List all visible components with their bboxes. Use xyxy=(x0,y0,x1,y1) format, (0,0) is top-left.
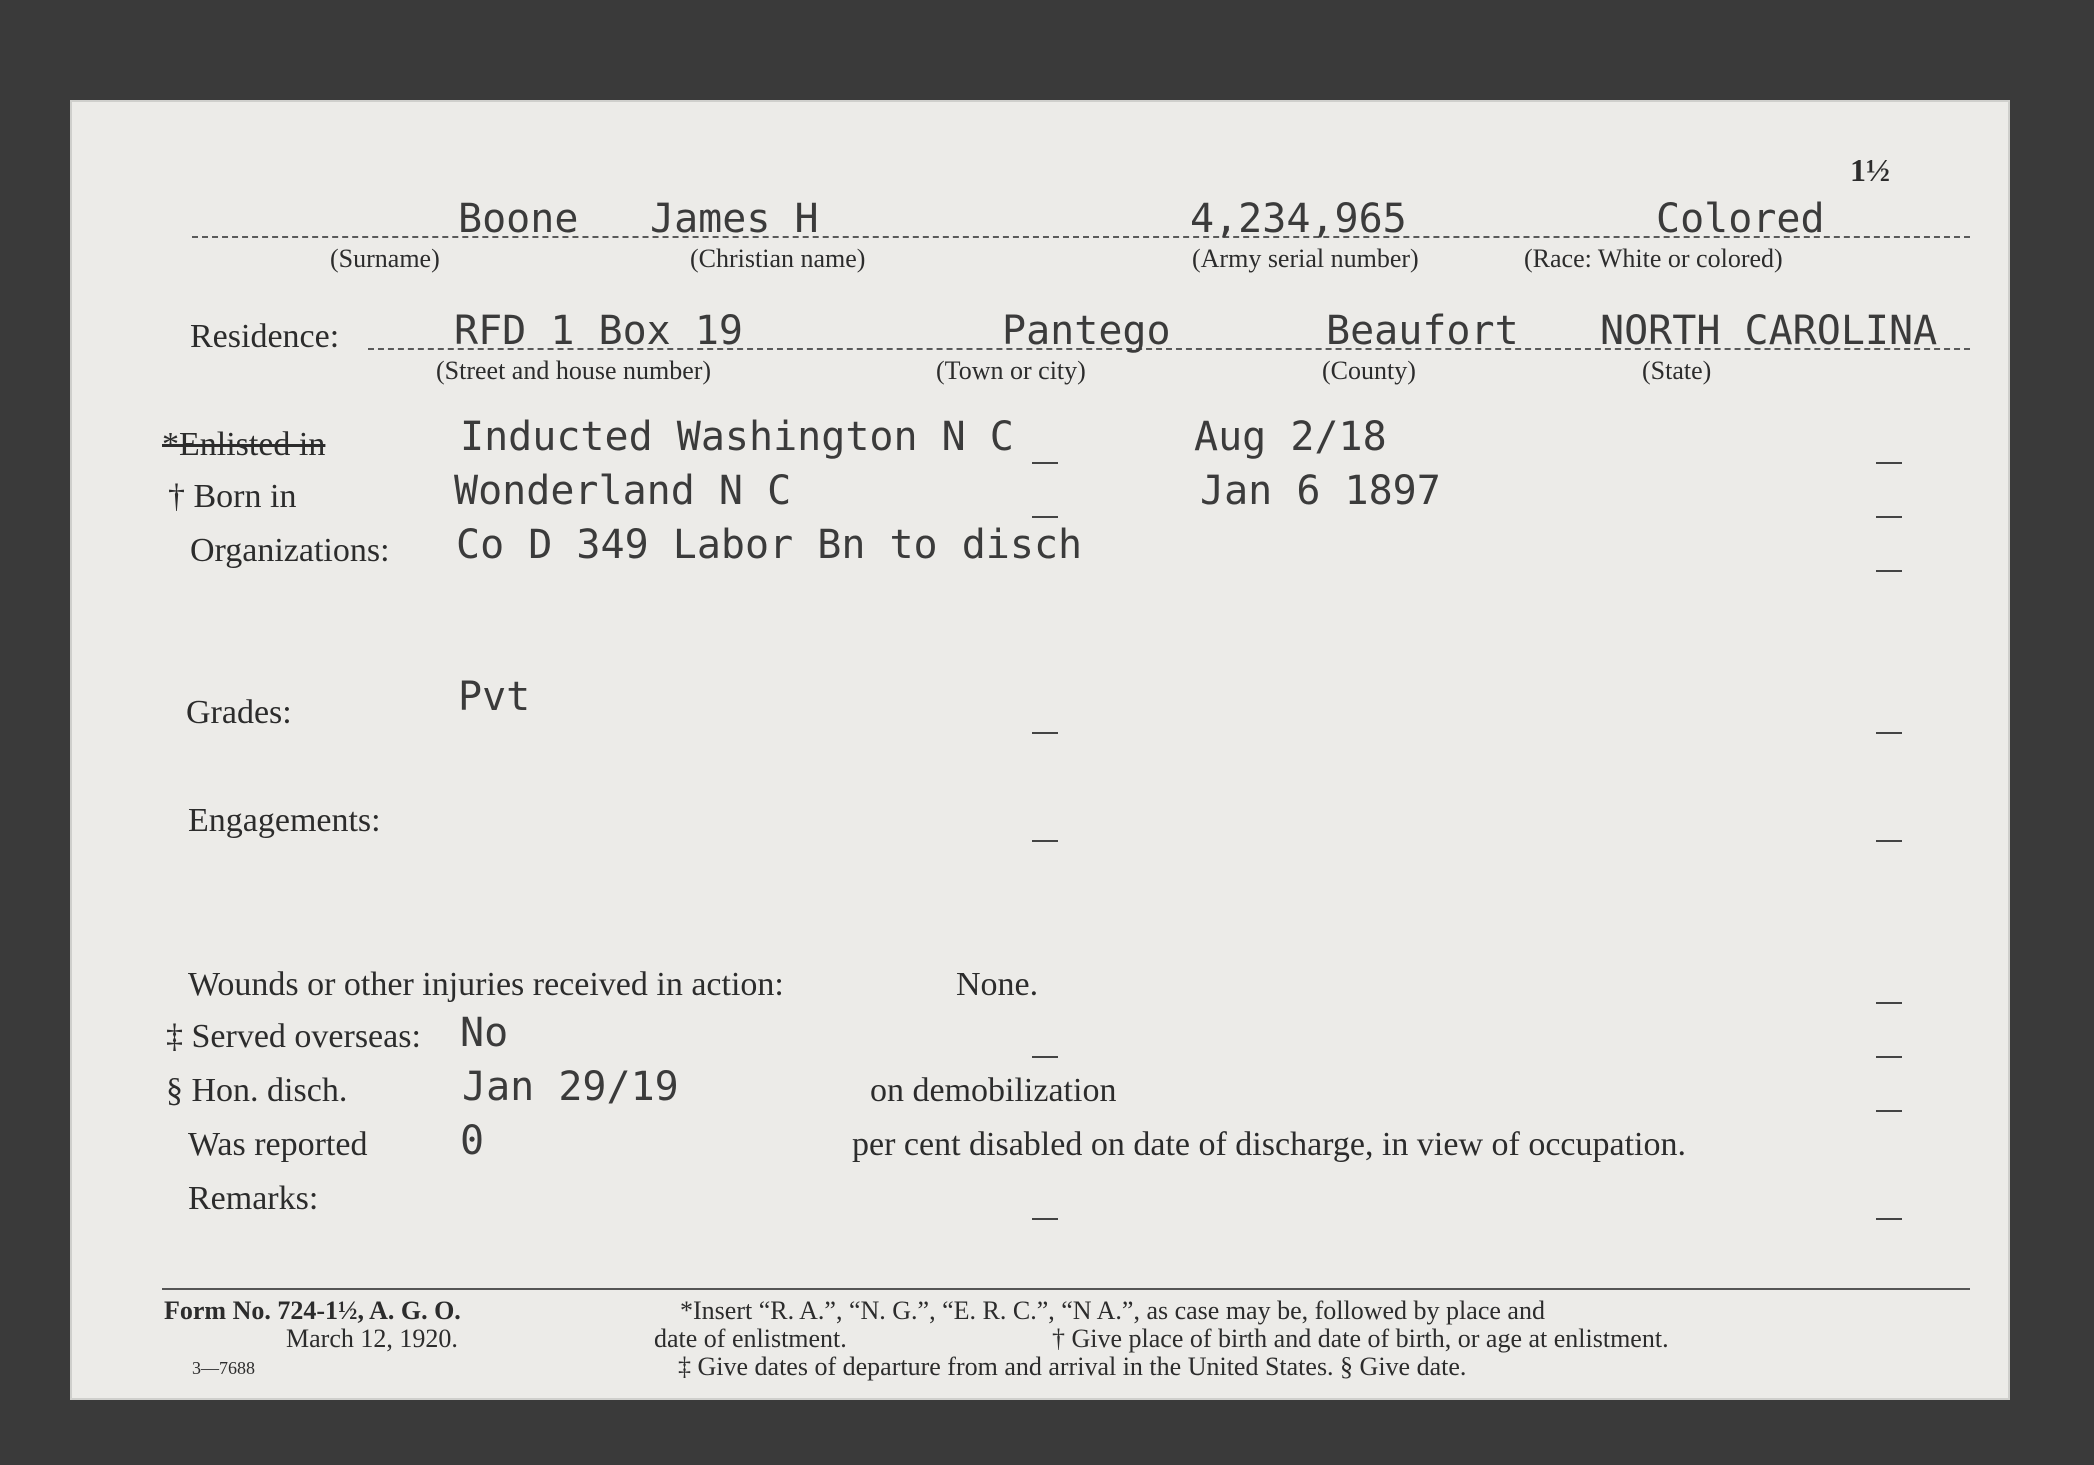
race-value: Colored xyxy=(1656,196,1825,242)
enlisted-date: Aug 2/18 xyxy=(1194,414,1387,460)
corner-mark: 1½ xyxy=(1850,152,1890,188)
form-dash xyxy=(1032,1056,1058,1058)
serial-number-value: 4,234,965 xyxy=(1190,196,1407,242)
grades-label: Grades: xyxy=(186,694,292,731)
form-dash xyxy=(1876,516,1902,518)
form-date: March 12, 1920. xyxy=(286,1324,458,1353)
wounds-value: None. xyxy=(956,966,1039,1003)
footnote-line-2a: date of enlistment. xyxy=(654,1324,847,1353)
serial-number-caption: (Army serial number) xyxy=(1192,244,1419,273)
hon-disch-value: Jan 29/19 xyxy=(462,1064,679,1110)
form-dash xyxy=(1032,840,1058,842)
form-dash xyxy=(1876,1002,1902,1004)
christian-name-caption: (Christian name) xyxy=(690,244,866,273)
engagements-label: Engagements: xyxy=(188,802,381,839)
hon-disch-note: on demobilization xyxy=(870,1072,1117,1109)
organizations-label: Organizations: xyxy=(190,532,390,569)
enlisted-value: Inducted Washington N C xyxy=(460,414,1014,460)
was-reported-value: 0 xyxy=(460,1118,485,1164)
disability-note: per cent disabled on date of discharge, in view of occupation. xyxy=(852,1126,1686,1163)
born-label: † Born in xyxy=(168,478,297,515)
christian-name-value: James H xyxy=(650,196,819,242)
street-caption: (Street and house number) xyxy=(436,356,712,385)
surname-caption: (Surname) xyxy=(330,244,440,273)
form-dash xyxy=(1032,462,1058,464)
service-record-card xyxy=(70,100,2010,1400)
wounds-label: Wounds or other injuries received in action: xyxy=(188,966,784,1003)
town-value: Pantego xyxy=(1002,308,1171,354)
form-dash xyxy=(1032,732,1058,734)
county-value: Beaufort xyxy=(1326,308,1519,354)
served-overseas-label: ‡ Served overseas: xyxy=(166,1018,421,1055)
form-dash xyxy=(1876,1056,1902,1058)
grades-value: Pvt xyxy=(458,674,531,720)
form-dash xyxy=(1876,1110,1902,1112)
form-dash xyxy=(1876,1218,1902,1220)
form-dash xyxy=(1876,570,1902,572)
born-value: Wonderland N C xyxy=(454,468,792,514)
state-caption: (State) xyxy=(1642,356,1712,385)
hon-disch-label: § Hon. disch. xyxy=(166,1072,348,1109)
form-dash xyxy=(1032,1218,1058,1220)
form-number: Form No. 724-1½, A. G. O. xyxy=(164,1296,461,1325)
residence-label: Residence: xyxy=(190,318,340,355)
was-reported-label: Was reported xyxy=(188,1126,368,1163)
county-caption: (County) xyxy=(1322,356,1416,385)
print-code: 3—7688 xyxy=(192,1358,255,1378)
form-dash xyxy=(1876,732,1902,734)
organizations-value: Co D 349 Labor Bn to disch xyxy=(456,522,1083,568)
enlisted-label: *Enlisted in xyxy=(162,426,326,463)
race-caption: (Race: White or colored) xyxy=(1524,244,1783,273)
footnote-line-2b: † Give place of birth and date of birth, or age at enlistment. xyxy=(1052,1324,1669,1353)
form-dash xyxy=(1876,462,1902,464)
form-dash xyxy=(1876,840,1902,842)
street-value: RFD 1 Box 19 xyxy=(454,308,743,354)
served-overseas-value: No xyxy=(460,1010,509,1056)
surname-value: Boone xyxy=(458,196,579,242)
footer-rule xyxy=(162,1288,1970,1290)
footnote-line-1: *Insert “R. A.”, “N. G.”, “E. R. C.”, “N A.”, as case may be, followed by place and xyxy=(680,1296,1545,1325)
born-date: Jan 6 1897 xyxy=(1200,468,1441,514)
town-caption: (Town or city) xyxy=(936,356,1086,385)
state-value: NORTH CAROLINA xyxy=(1600,308,1938,354)
remarks-label: Remarks: xyxy=(188,1180,319,1217)
form-dash xyxy=(1032,516,1058,518)
footnote-line-3: ‡ Give dates of departure from and arrival in the United States. § Give date. xyxy=(678,1352,1467,1381)
